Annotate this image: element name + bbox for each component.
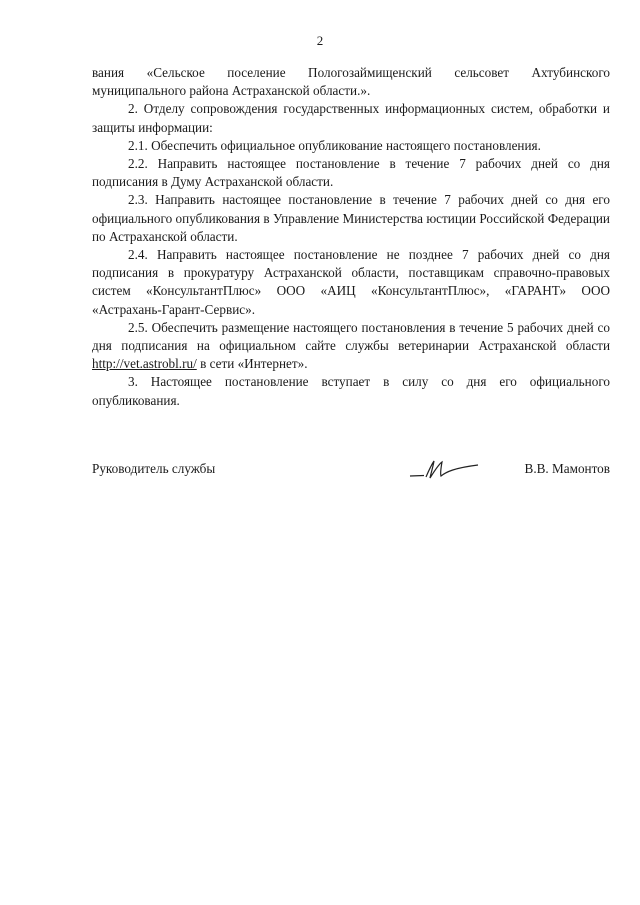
paragraph-item-2-5-tail: в сети «Интернет». xyxy=(196,356,308,372)
paragraph-item-3: 3. Настоящее постановление вступает в силу со дня его официального опубликования. xyxy=(92,374,610,408)
signature-block xyxy=(92,456,610,486)
paragraph-item-2-5-text: 2.5. Обеспечить размещение настоящего постановления в течение 5 рабочих дней со дня подписания на официальном сайте службы ветеринарии Астраханской области xyxy=(92,319,610,354)
signer-position: Руководитель службы xyxy=(92,461,216,476)
paragraph-item-2-5 xyxy=(92,319,610,374)
page-number: 2 xyxy=(316,33,324,48)
paragraph-item-2-1: 2.1. Обеспечить официальное опубликование настоящего постановления. xyxy=(128,137,541,153)
paragraph-item-2: 2. Отделу сопровождения государственных информационных систем, обработки и защиты информации: xyxy=(92,101,610,135)
paragraph-item-2-4: 2.4. Направить настоящее постановление не позднее 7 рабочих дней со дня подписания в прокуратуру Астраханской области, поставщикам справочно-правовых систем «КонсультантПлюс» ООО «АИЦ «КонсультантПлюс», «ГАРАНТ» ООО «Астрахань-Гарант-Сервис». xyxy=(92,247,610,317)
website-link[interactable]: http://vet.astrobl.ru/ xyxy=(92,356,197,372)
paragraph-item-2-3: 2.3. Направить настоящее постановление в течение 7 рабочих дней со дня его официального опубликования в Управление Министерства юстиции Российской Федерации по Астраханской области. xyxy=(92,192,610,244)
document-body xyxy=(92,64,610,410)
paragraph-item-2-2: 2.2. Направить настоящее постановление в течение 7 рабочих дней со дня подписания в Думу Астраханской области. xyxy=(92,156,610,190)
handwritten-signature xyxy=(404,456,484,482)
signer-name: В.В. Мамонтов xyxy=(524,461,610,476)
paragraph-continuation: вания «Сельское поселение Пологозаймищенский сельсовет Ахтубинского муниципального района Астраханской области.». xyxy=(92,65,610,99)
